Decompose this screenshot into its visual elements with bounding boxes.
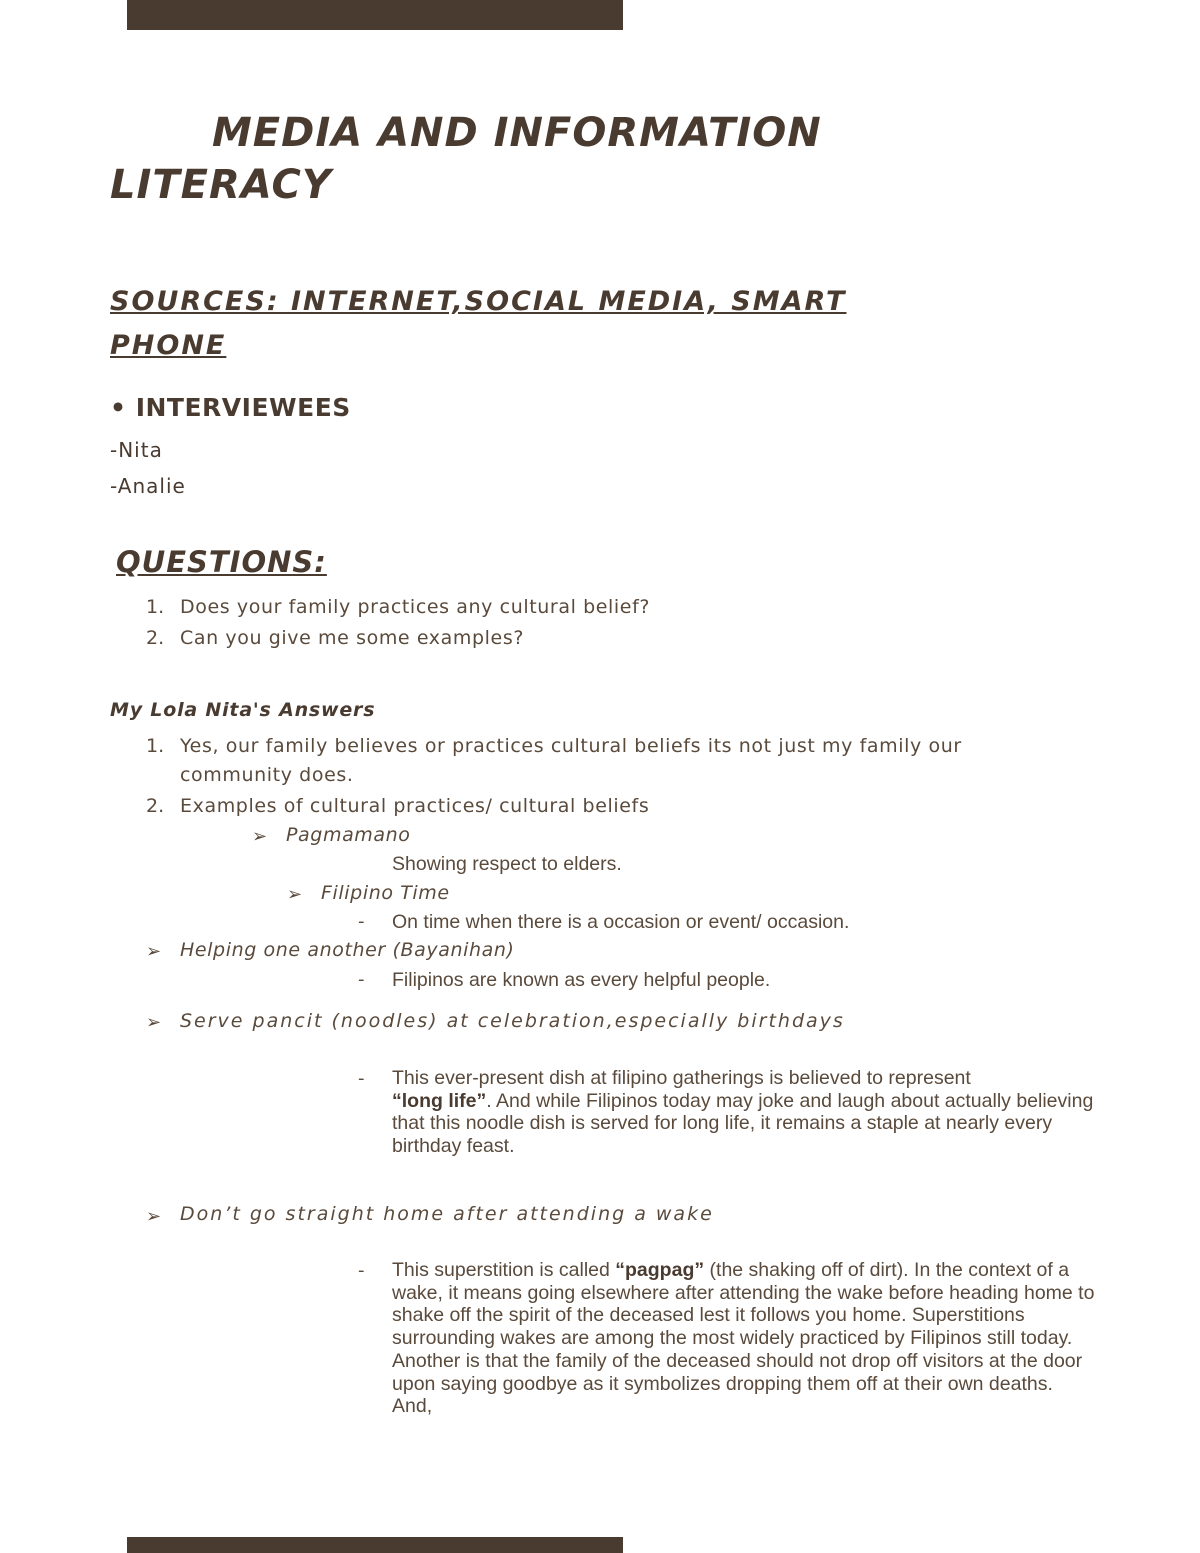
interviewee-analie: -Analie — [110, 474, 186, 498]
arrow-bullet-icon: ➢ — [287, 884, 303, 905]
answer-number: 2. — [146, 795, 165, 817]
practice-wake-desc: This superstition is called “pagpag” (the shaking off of dirt). In the context of a wake, it means going elsewhere after attending the wake before heading home to shake off the spirit of the deceased lest it follows you home. Superstitions surrounding wakes are among the most widely practiced by Filipinos still today. Another is that the family of the deceased should not drop off visitors at the door upon saying goodbye as it symbolizes dropping them off at their own deaths. And, — [392, 1259, 1095, 1418]
questions-heading: QUESTIONS: — [116, 545, 327, 579]
arrow-bullet-icon: ➢ — [252, 826, 268, 847]
interviewee-nita: -Nita — [110, 438, 163, 462]
bullet: • — [110, 393, 127, 422]
top-decorative-bar — [127, 0, 623, 30]
practice-pancit-desc: This ever-present dish at filipino gatherings is believed to represent “long life”. And while Filipinos today may joke and laugh about actually believing that this noodle dish is served for long life, it remains a staple at nearly every birthday feast. — [392, 1067, 1094, 1158]
question-text: Does your family practices any cultural belief? — [180, 596, 651, 618]
arrow-bullet-icon: ➢ — [146, 941, 162, 962]
answer-number: 1. — [146, 735, 165, 757]
arrow-bullet-icon: ➢ — [146, 1206, 162, 1227]
practice-pagmamano-label: Pagmamano — [286, 824, 411, 846]
arrow-bullet-icon: ➢ — [146, 1012, 162, 1033]
bottom-decorative-bar — [127, 1537, 623, 1553]
dash-bullet: - — [358, 911, 365, 932]
sources-heading-line-1: SOURCES: INTERNET,SOCIAL MEDIA, SMART — [110, 286, 847, 317]
title-line-2: LITERACY — [110, 162, 332, 208]
question-number: 1. — [146, 596, 165, 618]
title-line-1: MEDIA AND INFORMATION — [212, 110, 822, 156]
practice-filipino-time-label: Filipino Time — [321, 882, 450, 904]
answer-text-line-1: Yes, our family believes or practices cultural beliefs its not just my family our — [180, 735, 962, 757]
practice-filipino-time-desc: On time when there is a occasion or event/ occasion. — [392, 911, 850, 933]
dash-bullet: - — [358, 1260, 365, 1281]
answers-heading: My Lola Nita's Answers — [110, 699, 376, 721]
question-number: 2. — [146, 627, 165, 649]
answer-text-line-1: Examples of cultural practices/ cultural beliefs — [180, 795, 650, 817]
interviewees-label: INTERVIEWEES — [135, 393, 351, 422]
practice-pancit-label: Serve pancit (noodles) at celebration,especially birthdays — [180, 1010, 845, 1032]
bold-phrase-long-life: “long life” — [392, 1089, 487, 1112]
answer-text-line-2: community does. — [180, 764, 354, 786]
practice-pagmamano-desc: Showing respect to elders. — [392, 853, 622, 875]
dash-bullet: - — [358, 969, 365, 990]
practice-bayanihan-desc: Filipinos are known as every helpful people. — [392, 969, 771, 991]
practice-wake-label: Don’t go straight home after attending a wake — [180, 1203, 714, 1225]
question-text: Can you give me some examples? — [180, 627, 525, 649]
bold-word-pagpag: “pagpag” — [615, 1259, 705, 1281]
dash-bullet: - — [358, 1068, 365, 1089]
interviewees-heading — [110, 393, 351, 422]
practice-bayanihan-label: Helping one another (Bayanihan) — [180, 939, 515, 961]
sources-heading-line-2: PHONE — [110, 330, 227, 361]
